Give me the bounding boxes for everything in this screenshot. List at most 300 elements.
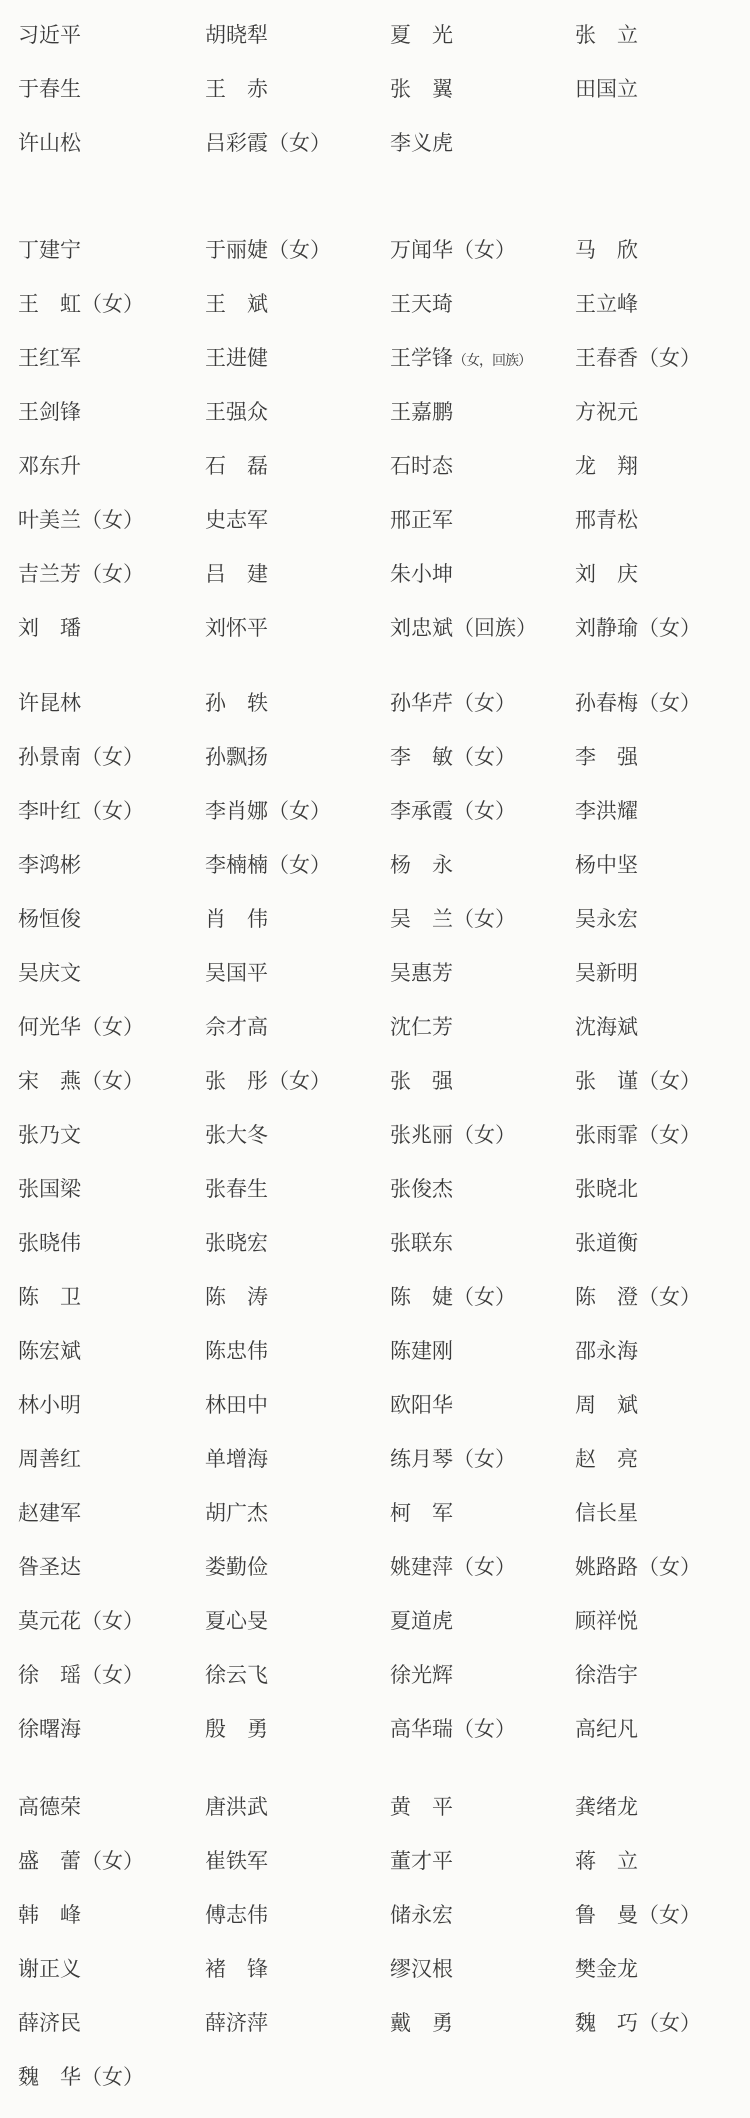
person-name: 邢青松 — [575, 508, 638, 532]
name-row — [18, 1662, 750, 1716]
person-name: 陈 婕 — [390, 1285, 453, 1309]
name-cell — [575, 237, 638, 263]
person-name: 史志军 — [205, 508, 268, 532]
name-cell — [575, 1230, 638, 1256]
name-cell — [390, 291, 575, 317]
person-name: 唐洪武 — [205, 1795, 268, 1819]
name-cell — [390, 960, 575, 986]
person-name: 高纪凡 — [575, 1717, 638, 1741]
name-cell — [390, 345, 575, 375]
name-cell — [18, 1716, 205, 1742]
person-name: 董才平 — [390, 1849, 453, 1873]
name-cell — [390, 1956, 575, 1982]
name-cell — [18, 1284, 205, 1310]
person-name: 王 赤 — [205, 77, 268, 101]
name-cell — [205, 1554, 390, 1580]
person-name: 许昆林 — [18, 691, 81, 715]
name-cell — [18, 960, 205, 986]
name-cell — [575, 690, 701, 716]
name-cell — [18, 345, 205, 371]
name-row — [18, 291, 750, 345]
person-name: 肖 伟 — [205, 907, 268, 931]
person-name: 王剑锋 — [18, 400, 81, 424]
person-name: 李叶红 — [18, 799, 81, 823]
person-name: 单增海 — [205, 1447, 268, 1471]
person-name: 储永宏 — [390, 1903, 453, 1927]
name-cell — [390, 1446, 575, 1472]
person-name: 徐 瑶 — [18, 1663, 81, 1687]
name-cell — [18, 561, 205, 587]
gender-ethnicity-note: （女） — [638, 691, 701, 715]
gender-ethnicity-note: （女） — [638, 1285, 701, 1309]
gender-ethnicity-note: （女） — [453, 238, 516, 262]
person-name: 鲁 曼 — [575, 1903, 638, 1927]
person-name: 褚 锋 — [205, 1957, 268, 1981]
name-row — [18, 561, 750, 615]
name-cell — [390, 1608, 575, 1634]
person-name: 邢正军 — [390, 508, 453, 532]
name-cell — [390, 852, 575, 878]
person-name: 吉兰芳 — [18, 562, 81, 586]
person-name: 顾祥悦 — [575, 1609, 638, 1633]
name-cell — [205, 1338, 390, 1364]
name-cell — [18, 852, 205, 878]
person-name: 黄 平 — [390, 1795, 453, 1819]
name-row — [18, 906, 750, 960]
person-name: 姚路路 — [575, 1555, 638, 1579]
gender-ethnicity-note: （女） — [268, 1069, 331, 1093]
name-cell — [18, 744, 205, 770]
gender-ethnicity-note: （女） — [453, 1555, 516, 1579]
name-cell — [575, 1446, 638, 1472]
name-cell — [205, 22, 390, 48]
person-name: 信长星 — [575, 1501, 638, 1525]
name-cell — [18, 2064, 144, 2090]
gender-ethnicity-note: （女） — [81, 799, 144, 823]
name-cell — [18, 22, 205, 48]
gender-ethnicity-note: （女） — [81, 562, 144, 586]
name-cell — [18, 76, 205, 102]
person-name: 陈忠伟 — [205, 1339, 268, 1363]
gender-ethnicity-note: （女） — [638, 616, 701, 640]
person-name: 孙 轶 — [205, 691, 268, 715]
name-cell — [205, 76, 390, 102]
person-name: 刘静瑜 — [575, 616, 638, 640]
person-name: 林小明 — [18, 1393, 81, 1417]
name-row — [18, 615, 750, 669]
name-cell — [18, 1392, 205, 1418]
name-cell — [390, 237, 575, 263]
name-cell — [205, 1902, 390, 1928]
person-name: 杨恒俊 — [18, 907, 81, 931]
name-cell — [205, 1068, 390, 1094]
name-row — [18, 1794, 750, 1848]
name-row — [18, 1956, 750, 2010]
name-cell — [575, 507, 638, 533]
name-cell — [575, 1608, 638, 1634]
person-name: 徐浩宇 — [575, 1663, 638, 1687]
person-name: 缪汉根 — [390, 1957, 453, 1981]
name-cell — [205, 744, 390, 770]
name-row — [18, 76, 750, 130]
person-name: 周善红 — [18, 1447, 81, 1471]
gender-ethnicity-note: （女） — [81, 1663, 144, 1687]
person-name: 王 虹 — [18, 292, 81, 316]
person-name: 娄勤俭 — [205, 1555, 268, 1579]
name-row — [18, 130, 750, 184]
person-name: 王 斌 — [205, 292, 268, 316]
name-cell — [575, 744, 638, 770]
gender-ethnicity-note: （女） — [453, 907, 516, 931]
person-name: 周 斌 — [575, 1393, 638, 1417]
gender-ethnicity-note: （女） — [81, 1849, 144, 1873]
name-cell — [575, 561, 638, 587]
name-block-3 — [18, 690, 750, 1770]
gender-ethnicity-note: （女） — [453, 1123, 516, 1147]
person-name: 赵 亮 — [575, 1447, 638, 1471]
name-cell — [18, 1662, 205, 1688]
name-cell — [18, 798, 205, 824]
name-cell — [18, 1848, 205, 1874]
name-row — [18, 1338, 750, 1392]
name-row — [18, 1848, 750, 1902]
name-row — [18, 798, 750, 852]
name-cell — [205, 1014, 390, 1040]
name-cell — [390, 1662, 575, 1688]
person-name: 沈仁芳 — [390, 1015, 453, 1039]
name-cell — [390, 76, 575, 102]
person-name: 张道衡 — [575, 1231, 638, 1255]
name-row — [18, 399, 750, 453]
name-row — [18, 1176, 750, 1230]
gender-ethnicity-note: （女） — [453, 1717, 516, 1741]
name-cell — [575, 291, 638, 317]
name-cell — [575, 1848, 638, 1874]
person-name: 陈 卫 — [18, 1285, 81, 1309]
person-name: 蒋 立 — [575, 1849, 638, 1873]
person-name: 柯 军 — [390, 1501, 453, 1525]
gender-ethnicity-note: （女） — [453, 1285, 516, 1309]
person-name: 吴庆文 — [18, 961, 81, 985]
person-name: 张 翼 — [390, 77, 453, 101]
name-cell — [390, 798, 575, 824]
person-name: 吴 兰 — [390, 907, 453, 931]
person-name: 石 磊 — [205, 454, 268, 478]
name-cell — [575, 1662, 638, 1688]
person-name: 刘忠斌 — [390, 616, 453, 640]
person-name: 田国立 — [575, 77, 638, 101]
name-row — [18, 690, 750, 744]
name-cell — [205, 690, 390, 716]
person-name: 李鸿彬 — [18, 853, 81, 877]
name-cell — [18, 1554, 205, 1580]
person-name: 薛济民 — [18, 2011, 81, 2035]
person-name: 习近平 — [18, 23, 81, 47]
name-cell — [575, 1794, 638, 1820]
name-cell — [18, 1794, 205, 1820]
name-cell — [390, 2010, 575, 2036]
person-name: 王立峰 — [575, 292, 638, 316]
name-cell — [390, 453, 575, 479]
name-cell — [390, 1176, 575, 1202]
person-name: 张联东 — [390, 1231, 453, 1255]
person-name: 高华瑞 — [390, 1717, 453, 1741]
person-name: 胡晓犁 — [205, 23, 268, 47]
person-name: 昝圣达 — [18, 1555, 81, 1579]
name-cell — [390, 1338, 575, 1364]
person-name: 陈 澄 — [575, 1285, 638, 1309]
name-cell — [205, 345, 390, 371]
gender-ethnicity-note: （女） — [453, 691, 516, 715]
person-name: 丁建宁 — [18, 238, 81, 262]
person-name: 张兆丽 — [390, 1123, 453, 1147]
person-name: 夏心旻 — [205, 1609, 268, 1633]
name-cell — [390, 1716, 575, 1742]
person-name: 孙华芹 — [390, 691, 453, 715]
name-cell — [205, 2010, 390, 2036]
person-name: 李 强 — [575, 745, 638, 769]
name-cell — [205, 1716, 390, 1742]
person-name: 林田中 — [205, 1393, 268, 1417]
person-name: 王天琦 — [390, 292, 453, 316]
name-cell — [575, 76, 638, 102]
name-cell — [18, 1068, 205, 1094]
name-cell — [575, 1500, 638, 1526]
name-cell — [18, 906, 205, 932]
person-name: 张 立 — [575, 23, 638, 47]
name-cell — [390, 1014, 575, 1040]
name-cell — [18, 507, 205, 533]
name-row — [18, 2064, 750, 2118]
name-cell — [18, 453, 205, 479]
person-name: 宋 燕 — [18, 1069, 81, 1093]
name-block-1 — [18, 22, 750, 184]
person-name: 张春生 — [205, 1177, 268, 1201]
gender-ethnicity-note: （女） — [638, 1123, 701, 1147]
name-cell — [390, 615, 575, 641]
person-name: 徐曙海 — [18, 1717, 81, 1741]
gender-ethnicity-note: （女） — [81, 745, 144, 769]
name-cell — [18, 690, 205, 716]
person-name: 吴永宏 — [575, 907, 638, 931]
person-name: 戴 勇 — [390, 2011, 453, 2035]
person-name: 何光华 — [18, 1015, 81, 1039]
name-cell — [205, 906, 390, 932]
name-cell — [18, 291, 205, 317]
name-row — [18, 1554, 750, 1608]
name-cell — [390, 1392, 575, 1418]
name-cell — [390, 1794, 575, 1820]
name-cell — [205, 399, 390, 425]
name-cell — [205, 1608, 390, 1634]
name-cell — [575, 1068, 701, 1094]
name-cell — [390, 1068, 575, 1094]
person-name: 佘才高 — [205, 1015, 268, 1039]
person-name: 谢正义 — [18, 1957, 81, 1981]
person-name: 孙飘扬 — [205, 745, 268, 769]
name-cell — [390, 1848, 575, 1874]
person-name: 练月琴 — [390, 1447, 453, 1471]
name-cell — [575, 1338, 638, 1364]
person-name: 李 敏 — [390, 745, 453, 769]
name-row — [18, 1122, 750, 1176]
person-name: 张晓北 — [575, 1177, 638, 1201]
name-cell — [575, 1014, 638, 1040]
name-list — [18, 22, 750, 2118]
name-row — [18, 1014, 750, 1068]
gender-ethnicity-note: （女） — [81, 508, 144, 532]
name-row — [18, 237, 750, 291]
person-name: 赵建军 — [18, 1501, 81, 1525]
name-cell — [390, 1284, 575, 1310]
person-name: 姚建萍 — [390, 1555, 453, 1579]
name-cell — [18, 2010, 205, 2036]
person-name: 于春生 — [18, 77, 81, 101]
name-cell — [390, 22, 575, 48]
person-name: 盛 蕾 — [18, 1849, 81, 1873]
name-cell — [205, 1848, 390, 1874]
gender-ethnicity-note: （女） — [453, 1447, 516, 1471]
person-name: 李承霞 — [390, 799, 453, 823]
gender-ethnicity-note: （女） — [638, 1555, 701, 1579]
person-name: 吴国平 — [205, 961, 268, 985]
gender-ethnicity-note: （回族） — [453, 616, 537, 640]
name-row — [18, 22, 750, 76]
person-name: 傅志伟 — [205, 1903, 268, 1927]
name-row — [18, 453, 750, 507]
person-name: 刘 庆 — [575, 562, 638, 586]
person-name: 吴惠芳 — [390, 961, 453, 985]
name-cell — [18, 1122, 205, 1148]
name-cell — [575, 906, 638, 932]
person-name: 王红军 — [18, 346, 81, 370]
person-name: 徐云飞 — [205, 1663, 268, 1687]
name-row — [18, 1068, 750, 1122]
name-cell — [575, 1122, 701, 1148]
gender-ethnicity-note: （女） — [268, 853, 331, 877]
person-name: 沈海斌 — [575, 1015, 638, 1039]
person-name: 孙春梅 — [575, 691, 638, 715]
name-cell — [390, 1122, 575, 1148]
person-name: 王强众 — [205, 400, 268, 424]
person-name: 魏 巧 — [575, 2011, 638, 2035]
person-name: 龙 翔 — [575, 454, 638, 478]
name-row — [18, 1230, 750, 1284]
name-cell — [18, 130, 205, 156]
name-row — [18, 1284, 750, 1338]
person-name: 方祝元 — [575, 400, 638, 424]
person-name: 于丽婕 — [205, 238, 268, 262]
person-name: 王进健 — [205, 346, 268, 370]
person-name: 万闻华 — [390, 238, 453, 262]
person-name: 吕彩霞 — [205, 131, 268, 155]
name-cell — [575, 345, 701, 371]
name-cell — [205, 130, 390, 156]
gender-ethnicity-note: （女） — [638, 1069, 701, 1093]
name-cell — [18, 1956, 205, 1982]
person-name: 张 强 — [390, 1069, 453, 1093]
person-name: 殷 勇 — [205, 1717, 268, 1741]
gender-ethnicity-note: （女） — [81, 1015, 144, 1039]
person-name: 夏道虎 — [390, 1609, 453, 1633]
person-name: 陈建刚 — [390, 1339, 453, 1363]
name-cell — [205, 1176, 390, 1202]
name-cell — [18, 1338, 205, 1364]
name-row — [18, 960, 750, 1014]
person-name: 王嘉鹏 — [390, 400, 453, 424]
person-name: 樊金龙 — [575, 1957, 638, 1981]
person-name: 张晓伟 — [18, 1231, 81, 1255]
person-name: 马 欣 — [575, 238, 638, 262]
name-cell — [18, 615, 205, 641]
name-cell — [205, 798, 390, 824]
name-cell — [205, 561, 390, 587]
name-cell — [390, 906, 575, 932]
name-row — [18, 345, 750, 399]
name-cell — [390, 690, 575, 716]
gender-ethnicity-note: （女） — [453, 745, 516, 769]
name-cell — [390, 744, 575, 770]
name-row — [18, 852, 750, 906]
name-cell — [575, 1176, 638, 1202]
gender-ethnicity-note: （女，回族） — [453, 354, 531, 369]
person-name: 薛济萍 — [205, 2011, 268, 2035]
name-cell — [390, 1230, 575, 1256]
person-name: 吕 建 — [205, 562, 268, 586]
name-cell — [390, 399, 575, 425]
name-cell — [205, 960, 390, 986]
name-row — [18, 1716, 750, 1770]
person-name: 魏 华 — [18, 2065, 81, 2089]
person-name: 胡广杰 — [205, 1501, 268, 1525]
name-row — [18, 507, 750, 561]
person-name: 叶美兰 — [18, 508, 81, 532]
person-name: 张乃文 — [18, 1123, 81, 1147]
name-cell — [575, 22, 638, 48]
name-cell — [575, 453, 638, 479]
person-name: 刘 璠 — [18, 616, 81, 640]
person-name: 崔铁军 — [205, 1849, 268, 1873]
name-cell — [205, 1956, 390, 1982]
name-cell — [18, 1176, 205, 1202]
gender-ethnicity-note: （女） — [638, 2011, 701, 2035]
name-row — [18, 1446, 750, 1500]
gender-ethnicity-note: （女） — [268, 238, 331, 262]
person-name: 张俊杰 — [390, 1177, 453, 1201]
name-cell — [390, 561, 575, 587]
gender-ethnicity-note: （女） — [638, 346, 701, 370]
person-name: 杨中坚 — [575, 853, 638, 877]
name-row — [18, 1500, 750, 1554]
person-name: 徐光辉 — [390, 1663, 453, 1687]
person-name: 李肖娜 — [205, 799, 268, 823]
name-cell — [18, 1230, 205, 1256]
person-name: 韩 峰 — [18, 1903, 81, 1927]
name-cell — [205, 1122, 390, 1148]
name-cell — [390, 507, 575, 533]
person-name: 孙景南 — [18, 745, 81, 769]
name-cell — [390, 1902, 575, 1928]
person-name: 高德荣 — [18, 1795, 81, 1819]
person-name: 张晓宏 — [205, 1231, 268, 1255]
name-cell — [390, 130, 453, 156]
person-name: 李洪耀 — [575, 799, 638, 823]
person-name: 李楠楠 — [205, 853, 268, 877]
person-name: 莫元花 — [18, 1609, 81, 1633]
name-row — [18, 1392, 750, 1446]
name-cell — [18, 399, 205, 425]
name-row — [18, 2010, 750, 2064]
